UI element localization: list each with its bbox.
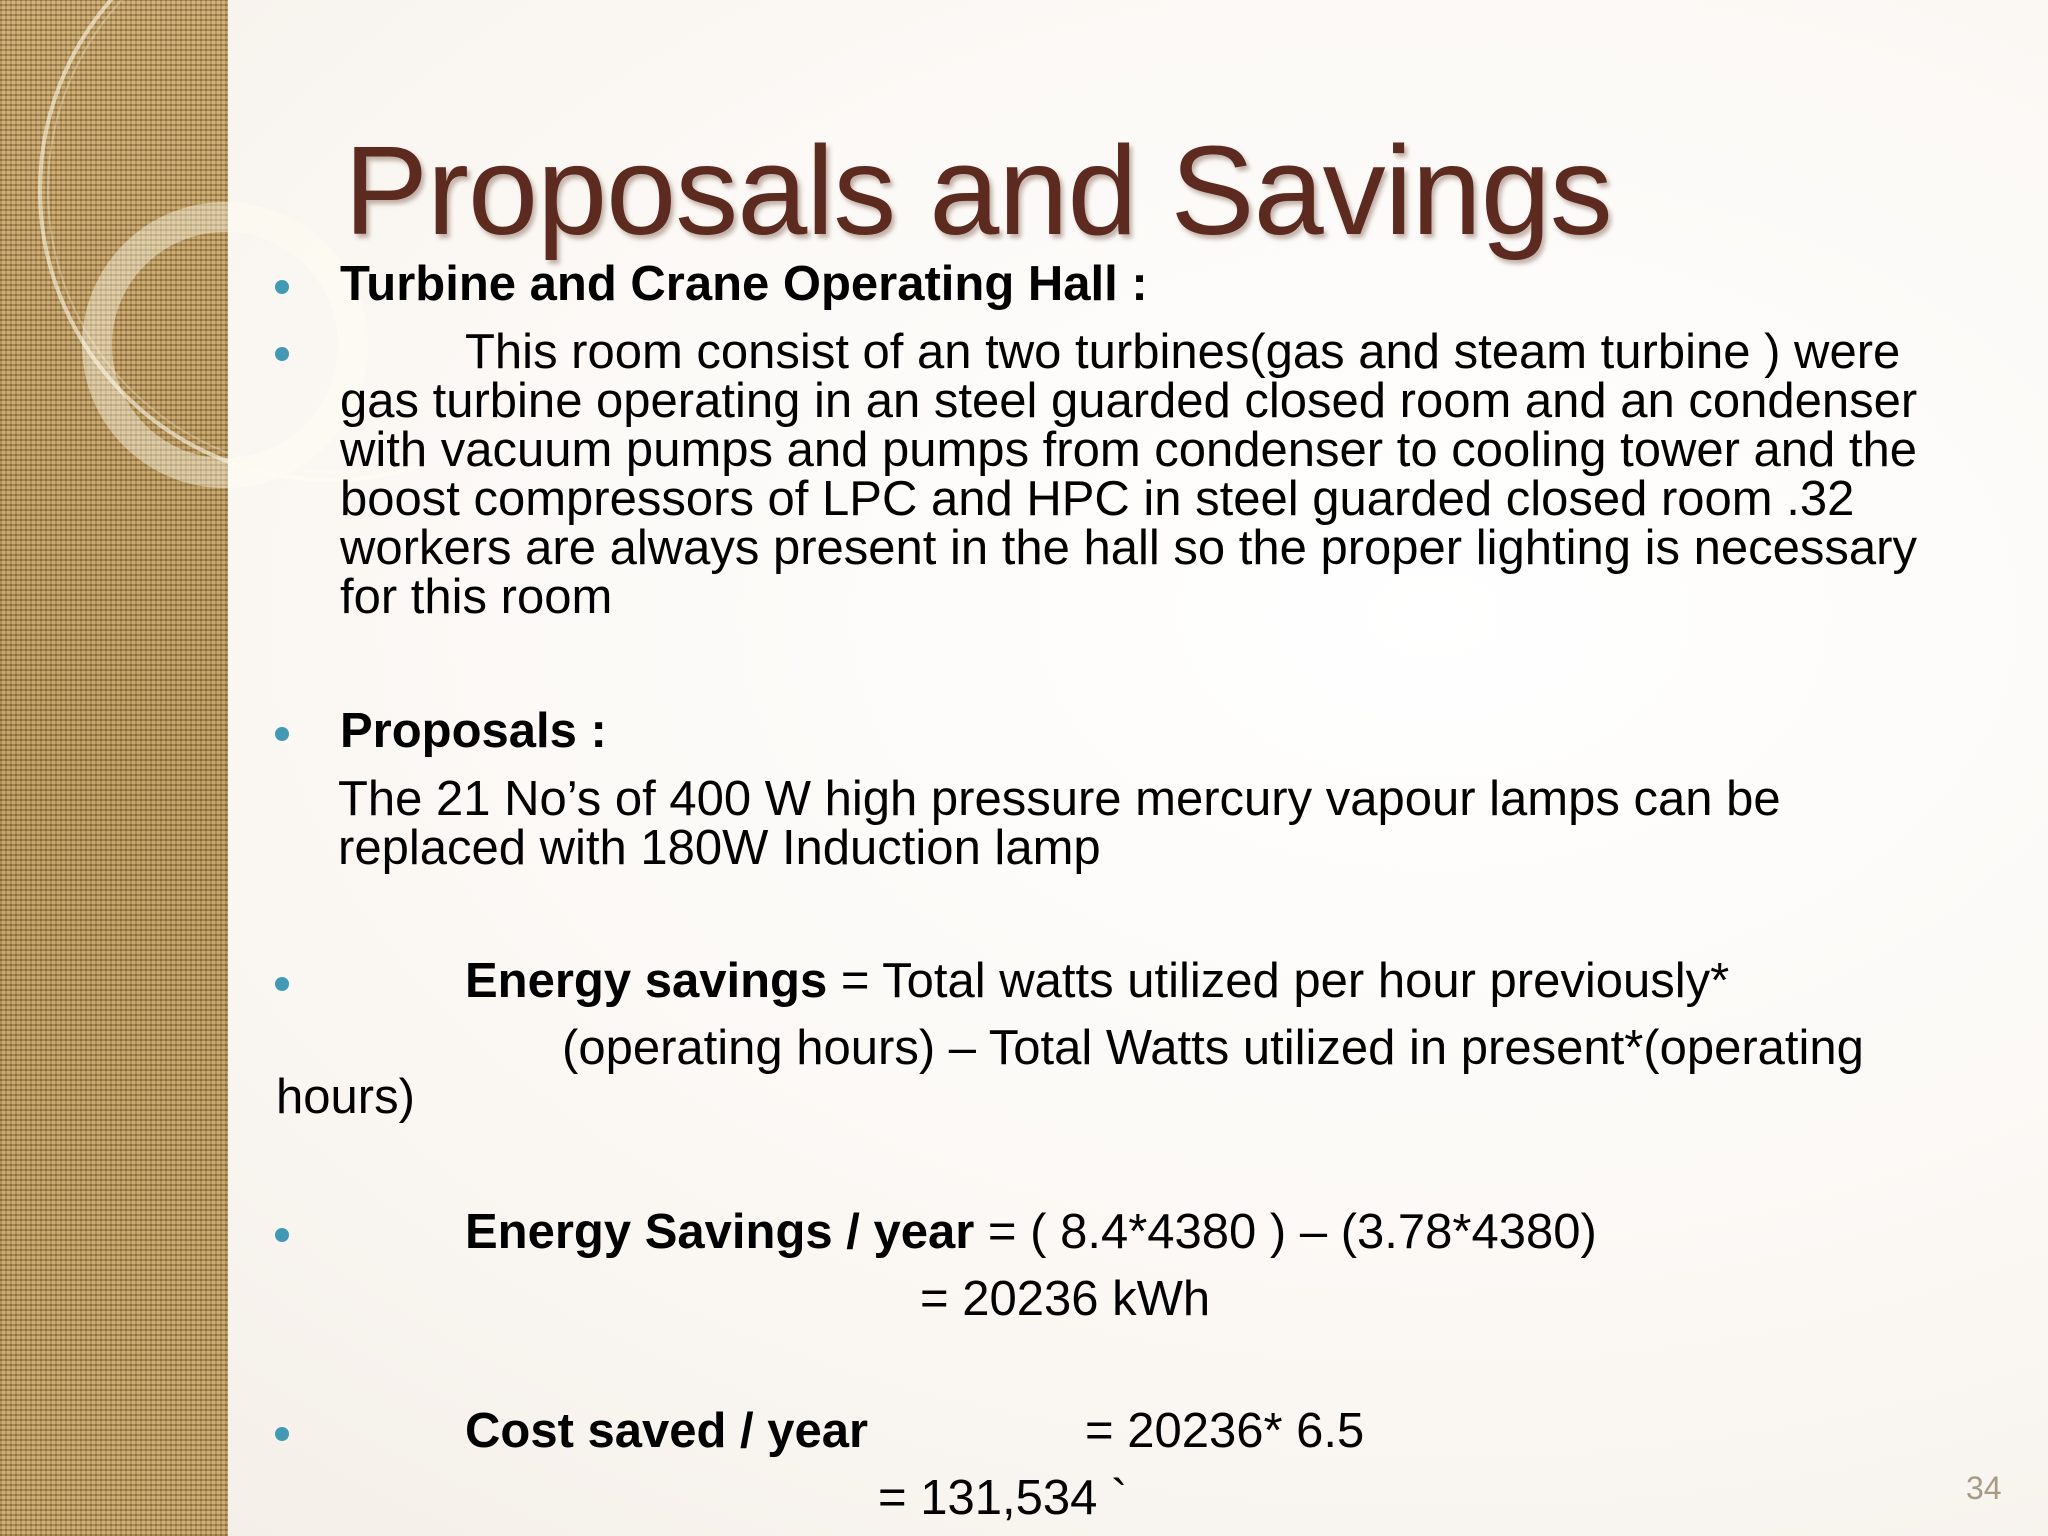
bullet-dot [275, 347, 289, 361]
description-line: workers are always present in the hall so the proper lighting is necessary [340, 521, 1917, 575]
energy-per-year-formula: = ( 8.4*4380 ) – (3.78*4380) [974, 1205, 1597, 1259]
description-line: This room consist of an two turbines(gas and steam turbine ) were [465, 325, 1901, 379]
bullet-dot [275, 1427, 289, 1441]
proposal-line: The 21 No’s of 400 W high pressure mercury vapour lamps can be [338, 772, 1781, 826]
energy-per-year-result: = 20236 kWh [920, 1272, 1211, 1326]
energy-savings-line3: hours) [276, 1070, 415, 1124]
bullet-dot [275, 727, 289, 741]
cost-saved-label: Cost saved / year [465, 1404, 869, 1458]
energy-savings-formula: = Total watts utilized per hour previously* [827, 954, 1730, 1008]
page-number: 34 [1966, 1470, 2002, 1506]
energy-savings-line2: (operating hours) – Total Watts utilized in present*(operating [562, 1021, 1864, 1075]
bullet-dot [275, 280, 289, 294]
description-line: gas turbine operating in an steel guarded closed room and an condenser [340, 374, 1918, 428]
cost-saved-formula: = 20236* 6.5 [1085, 1404, 1365, 1458]
description-line: with vacuum pumps and pumps from condenser to cooling tower and the [340, 423, 1918, 477]
page-title: Proposals and Savings [344, 120, 1612, 261]
energy-per-year-line [465, 1205, 1597, 1259]
bullet-dot [275, 1228, 289, 1242]
description-line: boost compressors of LPC and HPC in steel guarded closed room .32 [340, 472, 1855, 526]
hall-heading: Turbine and Crane Operating Hall : [340, 257, 1148, 311]
description-line: for this room [340, 570, 613, 624]
energy-savings-line [465, 954, 1730, 1008]
energy-savings-label: Energy savings [465, 954, 828, 1008]
proposals-heading: Proposals : [340, 704, 607, 758]
cost-saved-result: = 131,534 ` [878, 1471, 1128, 1525]
bullet-dot [275, 977, 289, 991]
proposal-line: replaced with 180W Induction lamp [338, 821, 1101, 875]
energy-per-year-label: Energy Savings / year [465, 1205, 975, 1259]
